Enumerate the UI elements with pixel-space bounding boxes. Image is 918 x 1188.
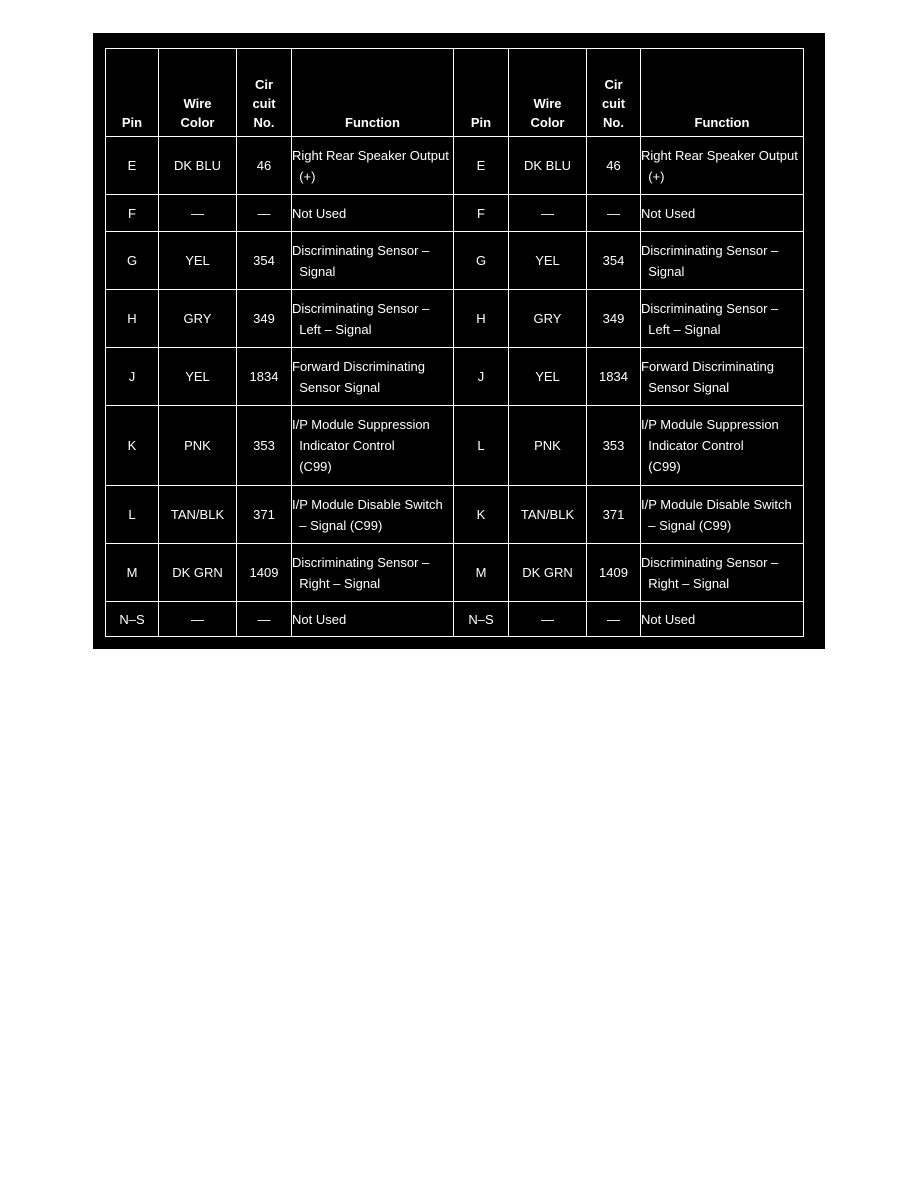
header-function-right: Function xyxy=(641,49,804,137)
circuit-no-cell-right: 353 xyxy=(587,406,641,486)
header-row xyxy=(106,49,804,137)
function-cell-left: Discriminating Sensor – Signal xyxy=(292,232,454,290)
pin-cell-left: E xyxy=(106,137,159,195)
pin-cell-right: K xyxy=(454,486,509,544)
connector-pinout-table xyxy=(105,48,804,637)
header-circuit-no-left: Cir cuit No. xyxy=(237,49,292,137)
wire-color-cell-right: — xyxy=(509,602,587,637)
circuit-no-cell-right: 46 xyxy=(587,137,641,195)
circuit-no-cell-left: 353 xyxy=(237,406,292,486)
wire-color-cell-left: YEL xyxy=(159,232,237,290)
wire-color-cell-left: TAN/BLK xyxy=(159,486,237,544)
function-cell-right: I/P Module Disable Switch – Signal (C99) xyxy=(641,486,804,544)
wire-color-cell-left: DK GRN xyxy=(159,544,237,602)
table-row xyxy=(106,195,804,232)
circuit-no-cell-right: 349 xyxy=(587,290,641,348)
circuit-no-cell-left: 354 xyxy=(237,232,292,290)
pin-cell-right: M xyxy=(454,544,509,602)
function-cell-right: Not Used xyxy=(641,602,804,637)
pin-cell-left: N–S xyxy=(106,602,159,637)
circuit-no-cell-right: 371 xyxy=(587,486,641,544)
wire-color-cell-right: GRY xyxy=(509,290,587,348)
circuit-no-cell-left: 46 xyxy=(237,137,292,195)
wire-color-cell-right: TAN/BLK xyxy=(509,486,587,544)
table-row xyxy=(106,486,804,544)
circuit-no-cell-left: 1834 xyxy=(237,348,292,406)
header-circuit-no-right: Cir cuit No. xyxy=(587,49,641,137)
pin-cell-left: L xyxy=(106,486,159,544)
wire-color-cell-right: PNK xyxy=(509,406,587,486)
function-cell-left: Discriminating Sensor – Right – Signal xyxy=(292,544,454,602)
table-row xyxy=(106,602,804,637)
circuit-no-cell-left: 1409 xyxy=(237,544,292,602)
wire-color-cell-left: — xyxy=(159,195,237,232)
table-row xyxy=(106,290,804,348)
circuit-no-cell-right: — xyxy=(587,195,641,232)
function-cell-left: Discriminating Sensor – Left – Signal xyxy=(292,290,454,348)
table-row xyxy=(106,232,804,290)
function-cell-left: Not Used xyxy=(292,195,454,232)
circuit-no-cell-right: 1409 xyxy=(587,544,641,602)
function-cell-right: Discriminating Sensor – Left – Signal xyxy=(641,290,804,348)
wire-color-cell-left: GRY xyxy=(159,290,237,348)
function-cell-right: Right Rear Speaker Output (+) xyxy=(641,137,804,195)
pin-cell-left: F xyxy=(106,195,159,232)
function-cell-left: I/P Module Suppression Indicator Control (C99) xyxy=(292,406,454,486)
circuit-no-cell-left: 371 xyxy=(237,486,292,544)
wire-color-cell-left: YEL xyxy=(159,348,237,406)
pin-cell-right: J xyxy=(454,348,509,406)
wire-color-cell-left: DK BLU xyxy=(159,137,237,195)
function-cell-right: Not Used xyxy=(641,195,804,232)
wire-color-cell-right: — xyxy=(509,195,587,232)
wire-color-cell-right: YEL xyxy=(509,232,587,290)
header-function-left: Function xyxy=(292,49,454,137)
wire-color-cell-left: PNK xyxy=(159,406,237,486)
connector-pinout-panel xyxy=(93,33,825,649)
pin-cell-left: K xyxy=(106,406,159,486)
table-row xyxy=(106,137,804,195)
pin-cell-right: E xyxy=(454,137,509,195)
function-cell-right: Forward Discriminating Sensor Signal xyxy=(641,348,804,406)
header-pin-right: Pin xyxy=(454,49,509,137)
table-row xyxy=(106,406,804,486)
pin-cell-right: N–S xyxy=(454,602,509,637)
pin-cell-left: J xyxy=(106,348,159,406)
function-cell-left: Not Used xyxy=(292,602,454,637)
circuit-no-cell-left: — xyxy=(237,195,292,232)
pin-cell-left: H xyxy=(106,290,159,348)
pin-cell-right: L xyxy=(454,406,509,486)
circuit-no-cell-right: 1834 xyxy=(587,348,641,406)
pin-cell-left: G xyxy=(106,232,159,290)
function-cell-right: Discriminating Sensor – Signal xyxy=(641,232,804,290)
circuit-no-cell-left: 349 xyxy=(237,290,292,348)
header-pin-left: Pin xyxy=(106,49,159,137)
table-row xyxy=(106,348,804,406)
header-wire-color-right: Wire Color xyxy=(509,49,587,137)
pin-cell-right: H xyxy=(454,290,509,348)
circuit-no-cell-right: — xyxy=(587,602,641,637)
pin-cell-left: M xyxy=(106,544,159,602)
header-wire-color-left: Wire Color xyxy=(159,49,237,137)
pin-cell-right: F xyxy=(454,195,509,232)
wire-color-cell-right: DK GRN xyxy=(509,544,587,602)
function-cell-left: Forward Discriminating Sensor Signal xyxy=(292,348,454,406)
wire-color-cell-right: DK BLU xyxy=(509,137,587,195)
pin-cell-right: G xyxy=(454,232,509,290)
circuit-no-cell-left: — xyxy=(237,602,292,637)
function-cell-right: Discriminating Sensor – Right – Signal xyxy=(641,544,804,602)
wire-color-cell-left: — xyxy=(159,602,237,637)
wire-color-cell-right: YEL xyxy=(509,348,587,406)
function-cell-left: Right Rear Speaker Output (+) xyxy=(292,137,454,195)
table-row xyxy=(106,544,804,602)
function-cell-right: I/P Module Suppression Indicator Control (C99) xyxy=(641,406,804,486)
circuit-no-cell-right: 354 xyxy=(587,232,641,290)
function-cell-left: I/P Module Disable Switch – Signal (C99) xyxy=(292,486,454,544)
